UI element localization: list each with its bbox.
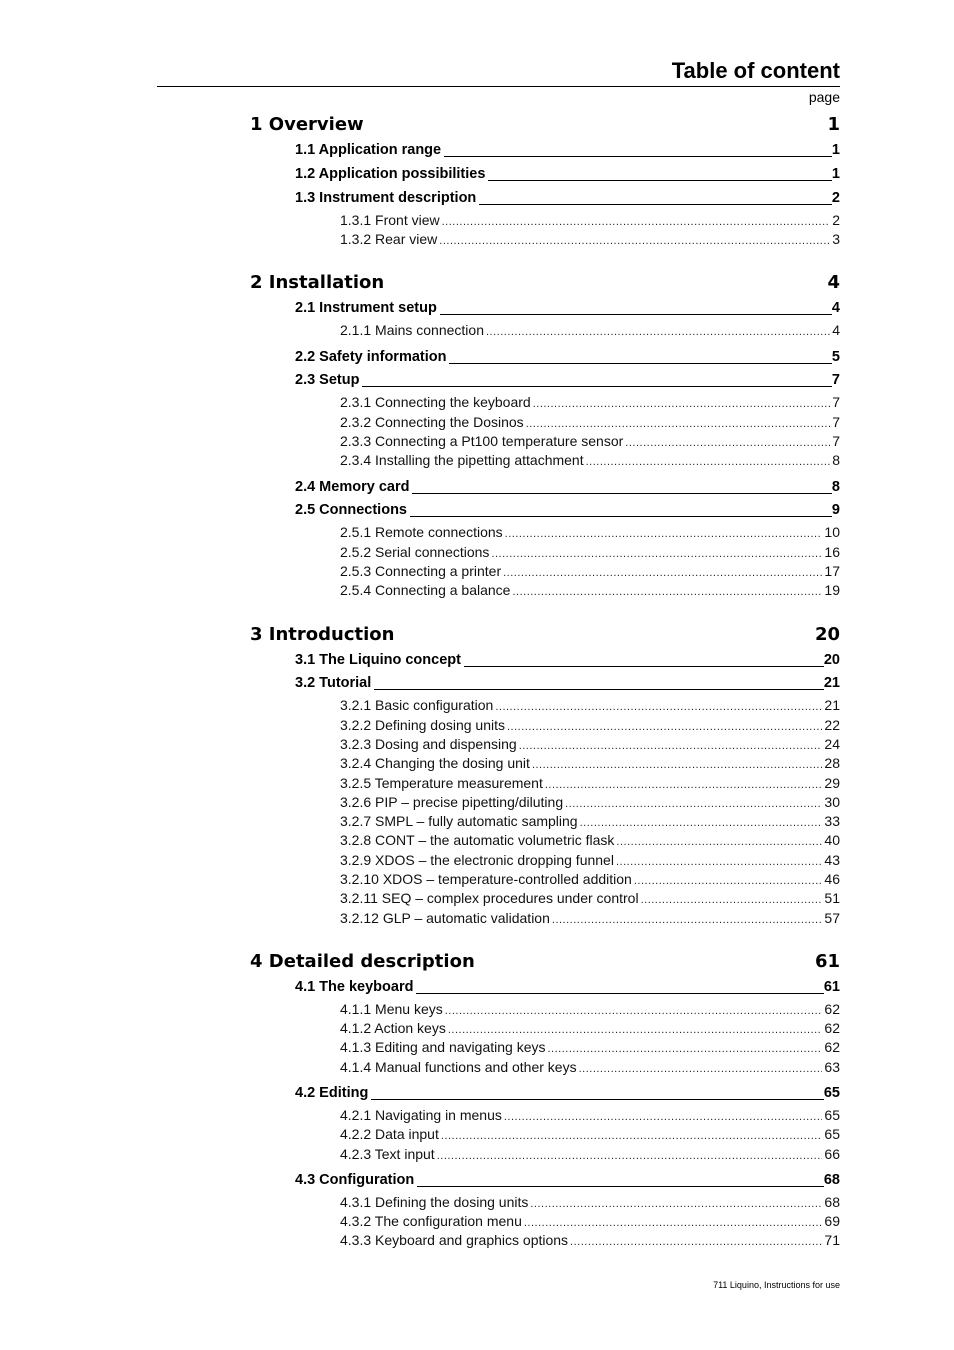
toc-leader-dots — [565, 795, 822, 813]
toc-section-page: 8 — [831, 478, 840, 495]
toc-section-title: 1.1 Application range — [295, 142, 442, 158]
toc-leader-dots — [547, 1040, 822, 1058]
toc-section-title: 4.1 The keyboard — [295, 978, 414, 995]
toc-section-page: 1 — [831, 165, 840, 182]
toc-subsection-title: 2.5.2 Serial connections — [340, 543, 490, 560]
toc-leader-line — [440, 313, 832, 315]
toc-leader-dots — [503, 564, 822, 582]
toc-section-page: 65 — [823, 1085, 840, 1101]
toc-subsection-title: 4.1.3 Editing and navigating keys — [340, 1039, 546, 1056]
toc-subsection-title: 2.3.2 Connecting the Dosinos — [340, 413, 524, 430]
toc-chapter-page: 1 — [827, 114, 840, 135]
toc-leader-line — [488, 179, 832, 181]
toc-chapter-title: 3 Introduction — [250, 623, 395, 645]
toc-leader-dots — [491, 545, 822, 563]
toc-subsection-title: 3.2.4 Changing the dosing unit — [340, 755, 530, 772]
toc-section-title: 2.2 Safety information — [295, 348, 447, 365]
toc-subsection[interactable] — [340, 812, 840, 830]
toc-leader-dots — [505, 525, 823, 543]
toc-subsection-title: 3.2.12 GLP – automatic validation — [340, 909, 550, 926]
toc-section-title: 3.1 The Liquino concept — [295, 651, 461, 668]
toc-subsection-title: 2.1.1 Mains connection — [340, 322, 484, 339]
toc-subsection-title: 4.1.2 Action keys — [340, 1020, 446, 1037]
toc-section[interactable] — [295, 977, 840, 997]
toc-subsection[interactable] — [340, 581, 840, 599]
toc-section-title: 2.4 Memory card — [295, 478, 410, 495]
toc-leader-dots — [512, 583, 822, 601]
toc-subsection[interactable] — [340, 1125, 840, 1143]
toc-subsection[interactable] — [340, 562, 840, 580]
toc-subsection[interactable] — [340, 735, 840, 753]
page-footer: 711 Liquino, Instructions for use — [713, 1280, 840, 1290]
toc-section-title: 4.3 Configuration — [295, 1171, 415, 1188]
toc-leader-dots — [507, 718, 822, 736]
toc-section-page: 9 — [831, 502, 840, 519]
toc-subsection[interactable] — [340, 851, 840, 869]
toc-leader-dots — [616, 833, 822, 851]
toc-subsection-title: 3.2.1 Basic configuration — [340, 697, 494, 714]
toc-leader-dots — [445, 1002, 823, 1020]
toc-subsection[interactable] — [340, 413, 840, 431]
toc-section-page: 68 — [823, 1171, 840, 1188]
toc-subsection-title: 3.2.5 Temperature measurement — [340, 774, 543, 791]
toc-subsection[interactable] — [340, 754, 840, 772]
toc-subsection-page: 3 — [832, 231, 840, 247]
toc-leader-line — [412, 492, 831, 494]
toc-section[interactable] — [295, 347, 840, 367]
toc-leader-dots — [486, 323, 830, 341]
toc-subsection-title: 2.3.4 Installing the pipetting attachment — [340, 452, 584, 469]
toc-subsection[interactable] — [340, 774, 840, 792]
toc-subsection[interactable] — [340, 889, 840, 907]
toc-leader-line — [371, 1098, 824, 1100]
toc-leader-line — [410, 515, 832, 517]
toc-leader-line — [374, 688, 824, 690]
toc-subsection-page: 10 — [824, 524, 840, 541]
toc-subsection-title: 1.3.1 Front view — [340, 211, 440, 228]
toc-subsection-title: 2.3.3 Connecting a Pt100 temperature sensor — [340, 432, 624, 449]
toc-subsection-page: 43 — [824, 851, 840, 868]
toc-leader-dots — [448, 1021, 823, 1039]
toc-section-title: 2.3 Setup — [295, 372, 360, 389]
toc-subsection-title: 4.2.3 Text input — [340, 1145, 435, 1162]
toc-section[interactable] — [295, 1170, 840, 1190]
toc-subsection-page: 19 — [824, 582, 840, 599]
toc-subsection-title: 3.2.10 XDOS – temperature-controlled addition — [340, 871, 632, 887]
toc-subsection[interactable] — [340, 393, 840, 411]
toc-subsection[interactable] — [340, 1231, 840, 1249]
toc-section-title: 4.2 Editing — [295, 1085, 369, 1101]
toc-subsection[interactable] — [340, 543, 840, 561]
toc-section-title: 2.5 Connections — [295, 502, 407, 519]
toc-subsection-page: 22 — [824, 716, 840, 733]
toc-chapter-page: 20 — [814, 623, 840, 645]
toc-section[interactable] — [295, 298, 840, 318]
toc-subsection-page: 7 — [832, 413, 840, 430]
toc-subsection[interactable] — [340, 1145, 840, 1163]
toc-subsection-page: 62 — [824, 1039, 840, 1056]
toc-leader-line — [417, 1185, 824, 1187]
toc-subsection-page: 62 — [824, 1000, 840, 1017]
toc-subsection[interactable] — [340, 1019, 840, 1037]
toc-subsection-title: 2.5.3 Connecting a printer — [340, 562, 502, 579]
toc-subsection-page: 17 — [824, 562, 840, 579]
toc-section[interactable] — [295, 370, 840, 390]
toc-subsection-title: 2.5.4 Connecting a balance — [340, 582, 511, 599]
toc-chapter[interactable] — [250, 623, 840, 647]
toc-subsection-title: 3.2.11 SEQ – complex procedures under control — [340, 890, 639, 907]
toc-subsection-title: 3.2.7 SMPL – fully automatic sampling — [340, 813, 578, 830]
toc-subsection-title: 2.3.1 Connecting the keyboard — [340, 394, 531, 411]
toc-leader-dots — [580, 814, 823, 832]
toc-subsection-title: 4.3.3 Keyboard and graphics options — [340, 1232, 569, 1249]
toc-leader-line — [479, 203, 832, 205]
page-title: Table of content — [671, 58, 840, 83]
toc-subsection[interactable] — [340, 321, 840, 339]
toc-section-title: 1.3 Instrument description — [295, 189, 477, 206]
toc-leader-line — [416, 992, 823, 994]
toc-leader-dots — [526, 415, 831, 433]
toc-subsection-page: 7 — [832, 432, 840, 449]
toc-subsection-page: 4 — [832, 322, 840, 339]
toc-subsection-page: 62 — [824, 1020, 840, 1037]
toc-subsection-page: 63 — [824, 1058, 840, 1075]
toc-leader-dots — [495, 698, 822, 716]
toc-section-page: 1 — [831, 142, 840, 158]
toc-subsection[interactable] — [340, 1193, 840, 1211]
toc-leader-dots — [441, 1127, 823, 1145]
toc-section[interactable] — [295, 188, 840, 208]
toc-subsection[interactable] — [340, 1000, 840, 1018]
toc-subsection-page: 33 — [824, 813, 840, 830]
toc-section[interactable] — [295, 673, 840, 693]
toc-section-title: 3.2 Tutorial — [295, 675, 372, 692]
toc-subsection-page: 46 — [824, 871, 840, 887]
toc-leader-dots — [524, 1214, 823, 1232]
toc-leader-dots — [545, 776, 823, 794]
toc-subsection[interactable] — [340, 1038, 840, 1056]
toc-subsection-title: 4.2.2 Data input — [340, 1126, 439, 1143]
toc-subsection-title: 2.5.1 Remote connections — [340, 524, 503, 541]
toc-subsection-page: 7 — [832, 394, 840, 411]
toc-leader-dots — [519, 737, 823, 755]
toc-subsection-page: 65 — [824, 1106, 840, 1123]
toc-section[interactable] — [295, 1083, 840, 1103]
toc-subsection[interactable] — [340, 831, 840, 849]
toc-subsection-page: 65 — [824, 1126, 840, 1143]
toc-subsection[interactable] — [340, 1106, 840, 1124]
toc-subsection-title: 4.1.1 Menu keys — [340, 1000, 443, 1017]
toc-subsection-page: 21 — [824, 697, 840, 714]
toc-subsection[interactable] — [340, 716, 840, 734]
toc-leader-dots — [616, 853, 822, 871]
toc-subsection[interactable] — [340, 451, 840, 469]
toc-leader-dots — [586, 453, 831, 471]
toc-section-page: 4 — [831, 300, 840, 317]
toc-subsection-title: 3.2.8 CONT – the automatic volumetric flask — [340, 832, 615, 849]
toc-subsection-page: 29 — [824, 774, 840, 791]
toc-subsection-page: 71 — [824, 1232, 840, 1249]
toc-subsection[interactable] — [340, 696, 840, 714]
toc-section-page: 21 — [823, 675, 840, 692]
toc-leader-dots — [570, 1233, 822, 1251]
toc-subsection-page: 40 — [824, 832, 840, 849]
toc-section[interactable] — [295, 500, 840, 520]
toc-subsection-title: 4.3.2 The configuration menu — [340, 1213, 522, 1229]
toc-chapter-title: 2 Installation — [250, 272, 385, 294]
toc-subsection[interactable] — [340, 230, 840, 248]
toc-section[interactable] — [295, 650, 840, 670]
toc-subsection-page: 66 — [824, 1145, 840, 1162]
toc-leader-dots — [533, 395, 831, 413]
toc-chapter-page: 4 — [827, 272, 840, 294]
toc-leader-dots — [625, 434, 830, 452]
toc-section-page: 61 — [823, 978, 840, 995]
toc-chapter-title: 4 Detailed description — [250, 950, 475, 972]
toc-leader-line — [449, 362, 831, 364]
toc-chapter[interactable] — [250, 950, 840, 974]
toc-subsection-page: 30 — [824, 793, 840, 810]
toc-leader-dots — [530, 1195, 822, 1213]
toc-subsection-title: 4.1.4 Manual functions and other keys — [340, 1058, 577, 1075]
toc-chapter-title: 1 Overview — [250, 114, 364, 135]
toc-leader-dots — [532, 756, 822, 774]
toc-section[interactable] — [295, 140, 840, 160]
toc-subsection-page: 2 — [832, 211, 840, 228]
toc-leader-dots — [504, 1108, 823, 1126]
toc-subsection-page: 28 — [824, 755, 840, 772]
toc-subsection[interactable] — [340, 523, 840, 541]
toc-leader-dots — [442, 213, 831, 231]
toc-chapter[interactable] — [250, 271, 840, 295]
toc-subsection-page: 16 — [824, 543, 840, 560]
toc-subsection[interactable] — [340, 1212, 840, 1230]
toc-subsection[interactable] — [340, 1058, 840, 1076]
toc-section-page: 20 — [823, 651, 840, 668]
toc-subsection-title: 3.2.3 Dosing and dispensing — [340, 735, 517, 752]
toc-subsection-title: 3.2.6 PIP – precise pipetting/diluting — [340, 793, 564, 810]
toc-subsection-page: 68 — [824, 1193, 840, 1210]
toc-chapter-page: 61 — [814, 950, 840, 972]
toc-section[interactable] — [295, 164, 840, 184]
toc-section[interactable] — [295, 477, 840, 497]
toc-subsection-page: 8 — [832, 452, 840, 469]
toc-subsection-title: 3.2.9 XDOS – the electronic dropping funnel — [340, 851, 614, 868]
toc-subsection-page: 57 — [824, 909, 840, 926]
toc-subsection[interactable] — [340, 211, 840, 229]
page-column-label: page — [808, 89, 840, 105]
toc-leader-line — [444, 155, 832, 157]
toc-subsection[interactable] — [340, 793, 840, 811]
toc-section-page: 5 — [831, 348, 840, 365]
toc-section-title: 1.2 Application possibilities — [295, 165, 486, 182]
toc-subsection-page: 51 — [824, 890, 840, 907]
toc-subsection-title: 4.3.1 Defining the dosing units — [340, 1193, 529, 1210]
toc-subsection-page: 24 — [824, 735, 840, 752]
toc-chapter[interactable] — [250, 113, 840, 137]
toc-subsection-title: 4.2.1 Navigating in menus — [340, 1106, 502, 1123]
toc-leader-dots — [439, 232, 830, 250]
toc-subsection[interactable] — [340, 432, 840, 450]
toc-leader-dots — [437, 1147, 823, 1165]
toc-leader-dots — [579, 1060, 823, 1078]
toc-leader-line — [362, 385, 831, 387]
toc-subsection-title: 1.3.2 Rear view — [340, 231, 438, 247]
toc-subsection-page: 69 — [824, 1213, 840, 1229]
toc-subsection-title: 3.2.2 Defining dosing units — [340, 716, 505, 733]
toc-section-title: 2.1 Instrument setup — [295, 300, 437, 317]
toc-subsection[interactable] — [340, 870, 840, 888]
toc-leader-dots — [641, 891, 823, 909]
toc-leader-dots — [552, 911, 823, 929]
toc-leader-line — [464, 665, 824, 667]
toc-subsection[interactable] — [340, 909, 840, 927]
toc-leader-dots — [634, 872, 823, 890]
toc-section-page: 2 — [831, 189, 840, 206]
toc-section-page: 7 — [831, 372, 840, 389]
